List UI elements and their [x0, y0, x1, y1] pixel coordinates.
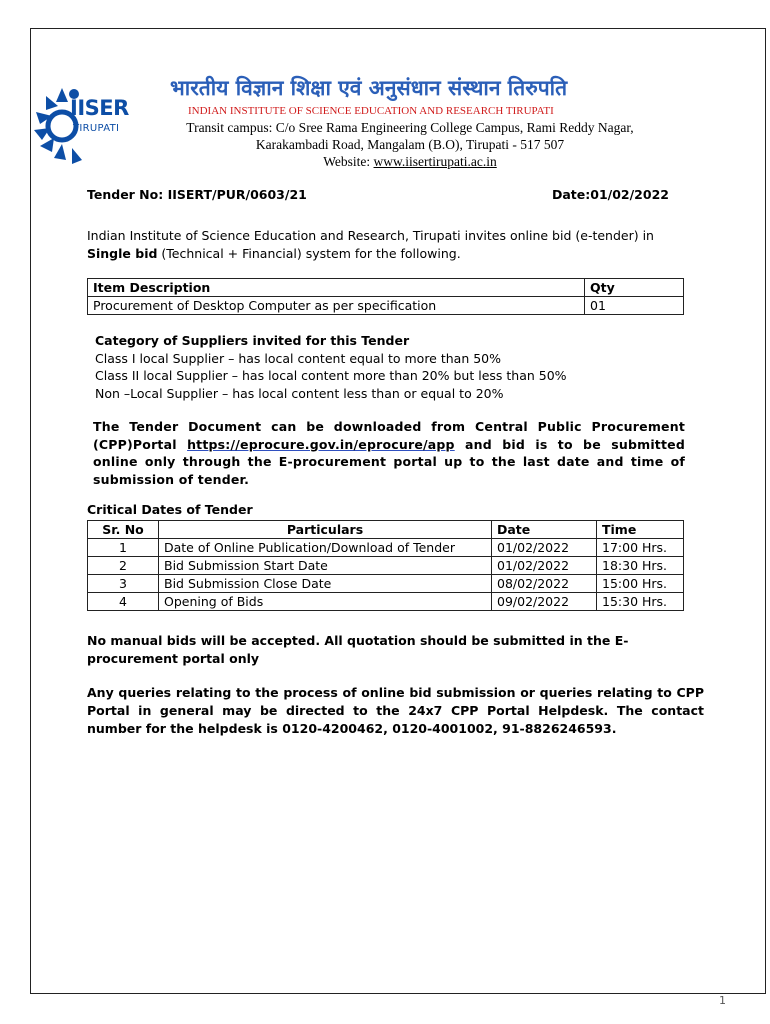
supplier-categories — [95, 332, 567, 402]
table-row: 2 Bid Submission Start Date 01/02/2022 18:30 Hrs. — [88, 557, 684, 575]
items-table — [87, 278, 684, 315]
categories-heading: Category of Suppliers invited for this Tender — [95, 333, 410, 348]
critical-dates-table — [87, 520, 684, 611]
cpp-portal-link[interactable]: https://eprocure.gov.in/eprocure/app — [187, 436, 455, 452]
intro-paragraph: Indian Institute of Science Education and Research, Tirupati invites online bid (e-tender) in Single bid (Technical + Financial) system for the following. — [87, 228, 654, 261]
institute-english-title: INDIAN INSTITUTE OF SCIENCE EDUCATION AND RESEARCH TIRUPATI — [188, 105, 554, 117]
website-label: Website: — [323, 154, 374, 169]
table-row: 1 Date of Online Publication/Download of Tender 01/02/2022 17:00 Hrs. — [88, 539, 684, 557]
item-description-header: Item Description — [88, 279, 585, 297]
queries-note: Any queries relating to the process of online bid submission or queries relating to CPP Portal in general may be directed to the 24x7 CPP Portal Helpdesk. The contact number for the helpdesk is 0120-4200462, 0120-4001002, 91-8826246593. — [87, 685, 704, 736]
logo-subtext: TIRUPATI — [73, 123, 120, 134]
tender-date: Date:01/02/2022 — [552, 187, 669, 202]
table-row: 3 Bid Submission Close Date 08/02/2022 15:00 Hrs. — [88, 575, 684, 593]
address-line-1: Transit campus: C/o Sree Rama Engineering College Campus, Rami Reddy Nagar, — [186, 120, 634, 135]
tender-number: Tender No: IISERT/PUR/0603/21 — [87, 187, 307, 202]
category-line: Non –Local Supplier – has local content less than or equal to 20% — [95, 385, 504, 401]
institute-hindi-title: भारतीय विज्ञान शिक्षा एवं अनुसंधान संस्थान तिरुपति — [170, 76, 568, 100]
item-description-cell: Procurement of Desktop Computer as per specification — [88, 297, 585, 315]
sr-no-header: Sr. No — [88, 521, 159, 539]
critical-dates-title: Critical Dates of Tender — [87, 502, 253, 517]
website-link[interactable]: www.iisertirupati.ac.in — [373, 154, 497, 169]
address-line-2: Karakambadi Road, Mangalam (B.O), Tirupati - 517 507 — [255, 137, 565, 152]
category-line: Class I local Supplier – has local content equal to more than 50% — [95, 350, 502, 366]
particulars-header: Particulars — [159, 521, 492, 539]
qty-header: Qty — [585, 279, 684, 297]
website-line — [140, 154, 680, 170]
table-header-row — [88, 279, 684, 297]
time-header: Time — [597, 521, 684, 539]
table-row: 4 Opening of Bids 09/02/2022 15:30 Hrs. — [88, 593, 684, 611]
logo-wordmark: IISER — [70, 96, 129, 120]
page-number: 1 — [719, 994, 726, 1007]
category-line: Class II local Supplier – has local content more than 20% but less than 50% — [95, 368, 567, 383]
date-header: Date — [492, 521, 597, 539]
manual-bids-note: No manual bids will be accepted. All quotation should be submitted in the E-procurement portal only — [87, 633, 629, 666]
table-row — [88, 297, 684, 315]
qty-cell: 01 — [585, 297, 684, 315]
table-header-row — [88, 521, 684, 539]
download-notice: The Tender Document can be downloaded from Central Public Procurement (CPP)Portal https://eprocure.gov.in/eprocure/app and bid is to be submitted online only through the E-procurement portal up to the last date and time of submission of tender. — [93, 419, 685, 487]
